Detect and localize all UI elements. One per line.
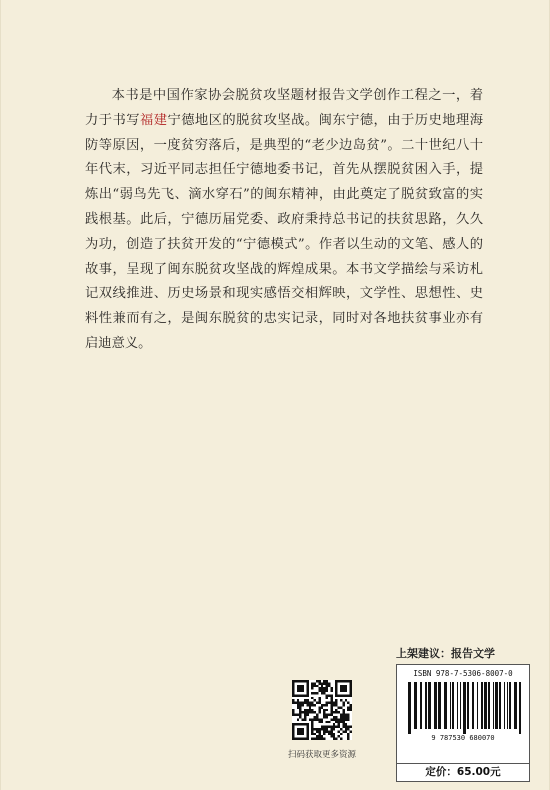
qr-code-block [286,680,358,760]
price-label: 定价：65.00元 [396,764,530,782]
qr-caption: 扫码获取更多资源 [287,750,356,760]
qr-code-icon [292,680,352,740]
description-highlight: 福建 [139,112,168,128]
barcode-number: 9 787530 680070 [431,734,495,742]
description-part-1: 本书是中国作家协会脱贫攻坚题材报告文学创作工程之一，着力于书写 [85,88,483,128]
description-part-2: 宁德地区的脱贫攻坚战。闽东宁德，由于历史地理海防等原因，一度贫穷落后，是典型的“老少边岛贫”。二十世纪八十年代末，习近平同志担任宁德地委书记，首先从摆脱贫困入手，提炼出“弱鸟先飞、滴水穿石”的闽东精神，由此奠定了脱贫致富的实践根基。此后，宁德历届党委、政府秉持总书记的扶贫思路，久久为功，创造了扶贫开发的“宁德模式”。作者以生动的文笔、感人的故事，呈现了闽东脱贫攻坚战的辉煌成果。本书文学描绘与采访札记双线推进、历史场景和现实感悟交相辉映，文学性、思想性、史料性兼而有之，是闽东脱贫的忠实记录，同时对各地扶贫事业亦有启迪意义。 [85,112,484,351]
isbn-text: ISBN 978-7-5306-8007-0 [413,669,513,678]
book-description [85,84,483,357]
barcode-icon [406,682,522,734]
shelf-suggestion: 上架建议：报告文学 [396,647,495,660]
barcode-panel [396,664,530,764]
